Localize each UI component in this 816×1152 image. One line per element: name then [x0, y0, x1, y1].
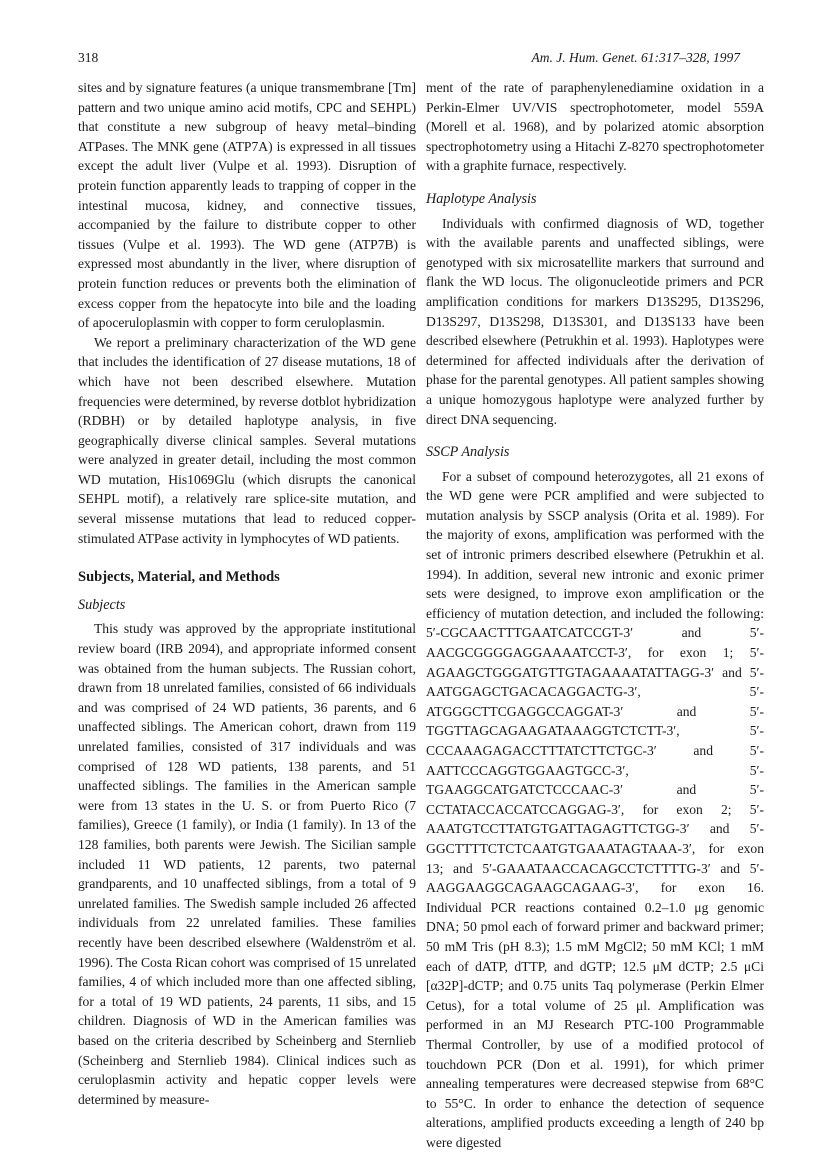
paragraph: ment of the rate of paraphenylenediamine oxidation in a Perkin-Elmer UV/VIS spectrophotometer, model 559A (Morell et al. 1968), and by polarized atomic absorption spectrophotometry using a Hitachi Z-8270 spectrophotometer with a graphite furnace, respectively.: [426, 80, 764, 174]
subsection-heading: SSCP Analysis: [426, 444, 510, 461]
paragraph: This study was approved by the appropriate institutional review board (IRB 2094), and appropriate informed consent was obtained from the human subjects. The Russian cohort, drawn from 18 unrelated families, consisted of 66 individuals and was comprised of 24 WD patients, 36 parents, and 6 unaffected siblings. The American cohort, drawn from 119 unrelated families, consisted of 317 individuals and was comprised of 128 WD patients, 138 parents, and 51 unaffected siblings. The families in the American sample were from 13 states in the U. S. or from Puerto Rico (7 families), Greece (1 family), or India (1 family). In 13 of the 128 families, both parents were Jewish. The Sicilian sample included 11 WD patients, 12 parents, two paternal grandparents, and 10 unaffected siblings, from a total of 9 unrelated families. The Swedish sample included 26 affected individuals from 22 unrelated families. These families recently have been described elsewhere (Waldenström et al. 1996). The Costa Rican cohort was comprised of 15 unrelated families, 4 of which included more than one affected sibling, for a total of 19 WD patients, 24 parents, 11 sibs, and 15 children. Diagnosis of WD in the American families was based on the criteria described by Scheinberg and Sternlieb (Scheinberg and Sternlieb 1984). Clinical indices such as ceruloplasmin activity and hepatic copper levels were determined by measure-: [78, 621, 416, 1107]
paragraph: Individuals with confirmed diagnosis of WD, together with the available parents and unaffected siblings, were genotyped with six microsatellite markers that surround and flank the WD locus. The oligonucleotide primers and PCR amplification conditions for markers D13S295, D13S296, D13S297, D13S298, D13S301, and D13S133 have been described elsewhere (Petrukhin et al. 1993). Haplotypes were determined for affected individuals after the derivation of phase for the parental genotypes. All patient samples showing a unique homozygous haplotype were analyzed further by direct DNA sequencing.: [426, 215, 764, 427]
page-number: 318: [78, 50, 99, 65]
left-column: [78, 78, 416, 1109]
subsection-heading: Haplotype Analysis: [426, 190, 537, 207]
paragraph: sites and by signature features (a unique transmembrane [Tm] pattern and two unique amino acid motifs, CPC and SEHPL) that constitute a new subgroup of heavy metal–binding ATPases. The MNK gene (ATP7A) is expressed in all tissues except the adult liver (Vulpe et al. 1993). Disruption of protein function apparently leads to trapping of copper in the intestinal mucosa, kidney, and connective tissues, accompanied by the failure to distribute copper to other tissues (Vulpe et al. 1993). The WD gene (ATP7B) is expressed most abundantly in the liver, where disruption of protein function reduces or prevents both the elimination of excess copper from the hepatocyte into bile and the loading of apoceruloplasmin with copper to form ceruloplasmin.: [78, 80, 416, 331]
paragraph: We report a preliminary characterization of the WD gene that includes the identification of 27 disease mutations, 18 of which have not been described elsewhere. Mutation frequencies were determined, by reverse dotblot hybridization (RDBH) or by detailed haplotype analysis, in five geographically diverse clinical samples. Several mutations were analyzed in greater detail, including the most common WD mutation, His1069Glu (which disrupts the canonical SEHPL motif), a relatively rare splice-site mutation, and several missense mutations that lead to reduced copper-stimulated ATPase activity in lymphocytes of WD patients.: [78, 334, 416, 546]
subsection-heading: Subjects: [78, 596, 126, 613]
section-heading: Subjects, Material, and Methods: [78, 569, 280, 586]
right-column: [426, 78, 764, 1152]
journal-citation: Am. J. Hum. Genet. 61:317–328, 1997: [531, 50, 740, 65]
paragraph: For a subset of compound heterozygotes, all 21 exons of the WD gene were PCR amplified and were subjected to mutation analysis by SSCP analysis (Orita et al. 1989). For the majority of exons, amplification was performed with the set of intronic primers described elsewhere (Petrukhin et al. 1994). In addition, several new intronic and exonic primer sets were designed, to improve exon amplification or the efficiency of mutation detection, and included the following: 5′-CGCAACTTTGAATCATCCGT-3′ and 5′-AACGCGGGGAGGAAAATCCT-3′, for exon 1; 5′-AGAAGCTGGGATGTTGTAGAAAATATTAGG-3′ and 5′-AATGGAGCTGACACAGGACTG-3′, 5′-ATGGGCTTCGAGGCCAGGAT-3′ and 5′-TGGTTAGCAGAAGATAAAGGTCTCTT-3′, 5′-CCCAAAGAGACCTTTATCTTCTGC-3′ and 5′-AATTCCCAGGTGGAAGTGCC-3′, 5′-TGAAGGCATGATCTCCCAAC-3′ and 5′-CCTATACCACCATCCAGGAG-3′, for exon 2; 5′-AAATGTCCTTATGTGATTAGAGTTCTGG-3′ and 5′-GGCTTTTCTCTCAATGTGAAATAGTAAA-3′, for exon 13; and 5′-GAAATAACCACAGCCTCTTTTG-3′ and 5′-AAGGAAGGCAGAAGCAGAAG-3′, for exon 16. Individual PCR reactions contained 0.2–1.0 μg genomic DNA; 50 pmol each of forward primer and backward primer; 50 mM Tris (pH 8.3); 1.5 mM MgCl2; 50 mM KCl; 1 mM each of dATP, dTTP, and dGTP; 12.5 μM dCTP; 2.5 μCi [α32P]-dCTP; and 0.75 units Taq polymerase (Perkin Elmer Cetus), for a total volume of 25 μl. Amplification was performed in an MJ Research PTC-100 Programmable Thermal Controller, by use of a modified protocol of touchdown PCR (Don et al. 1991), for which primer annealing temperatures were decreased stepwise from 68°C to 55°C. In order to enhance the detection of sequence alterations, amplified products exceeding a length of 240 bp were digested: [426, 468, 764, 1150]
